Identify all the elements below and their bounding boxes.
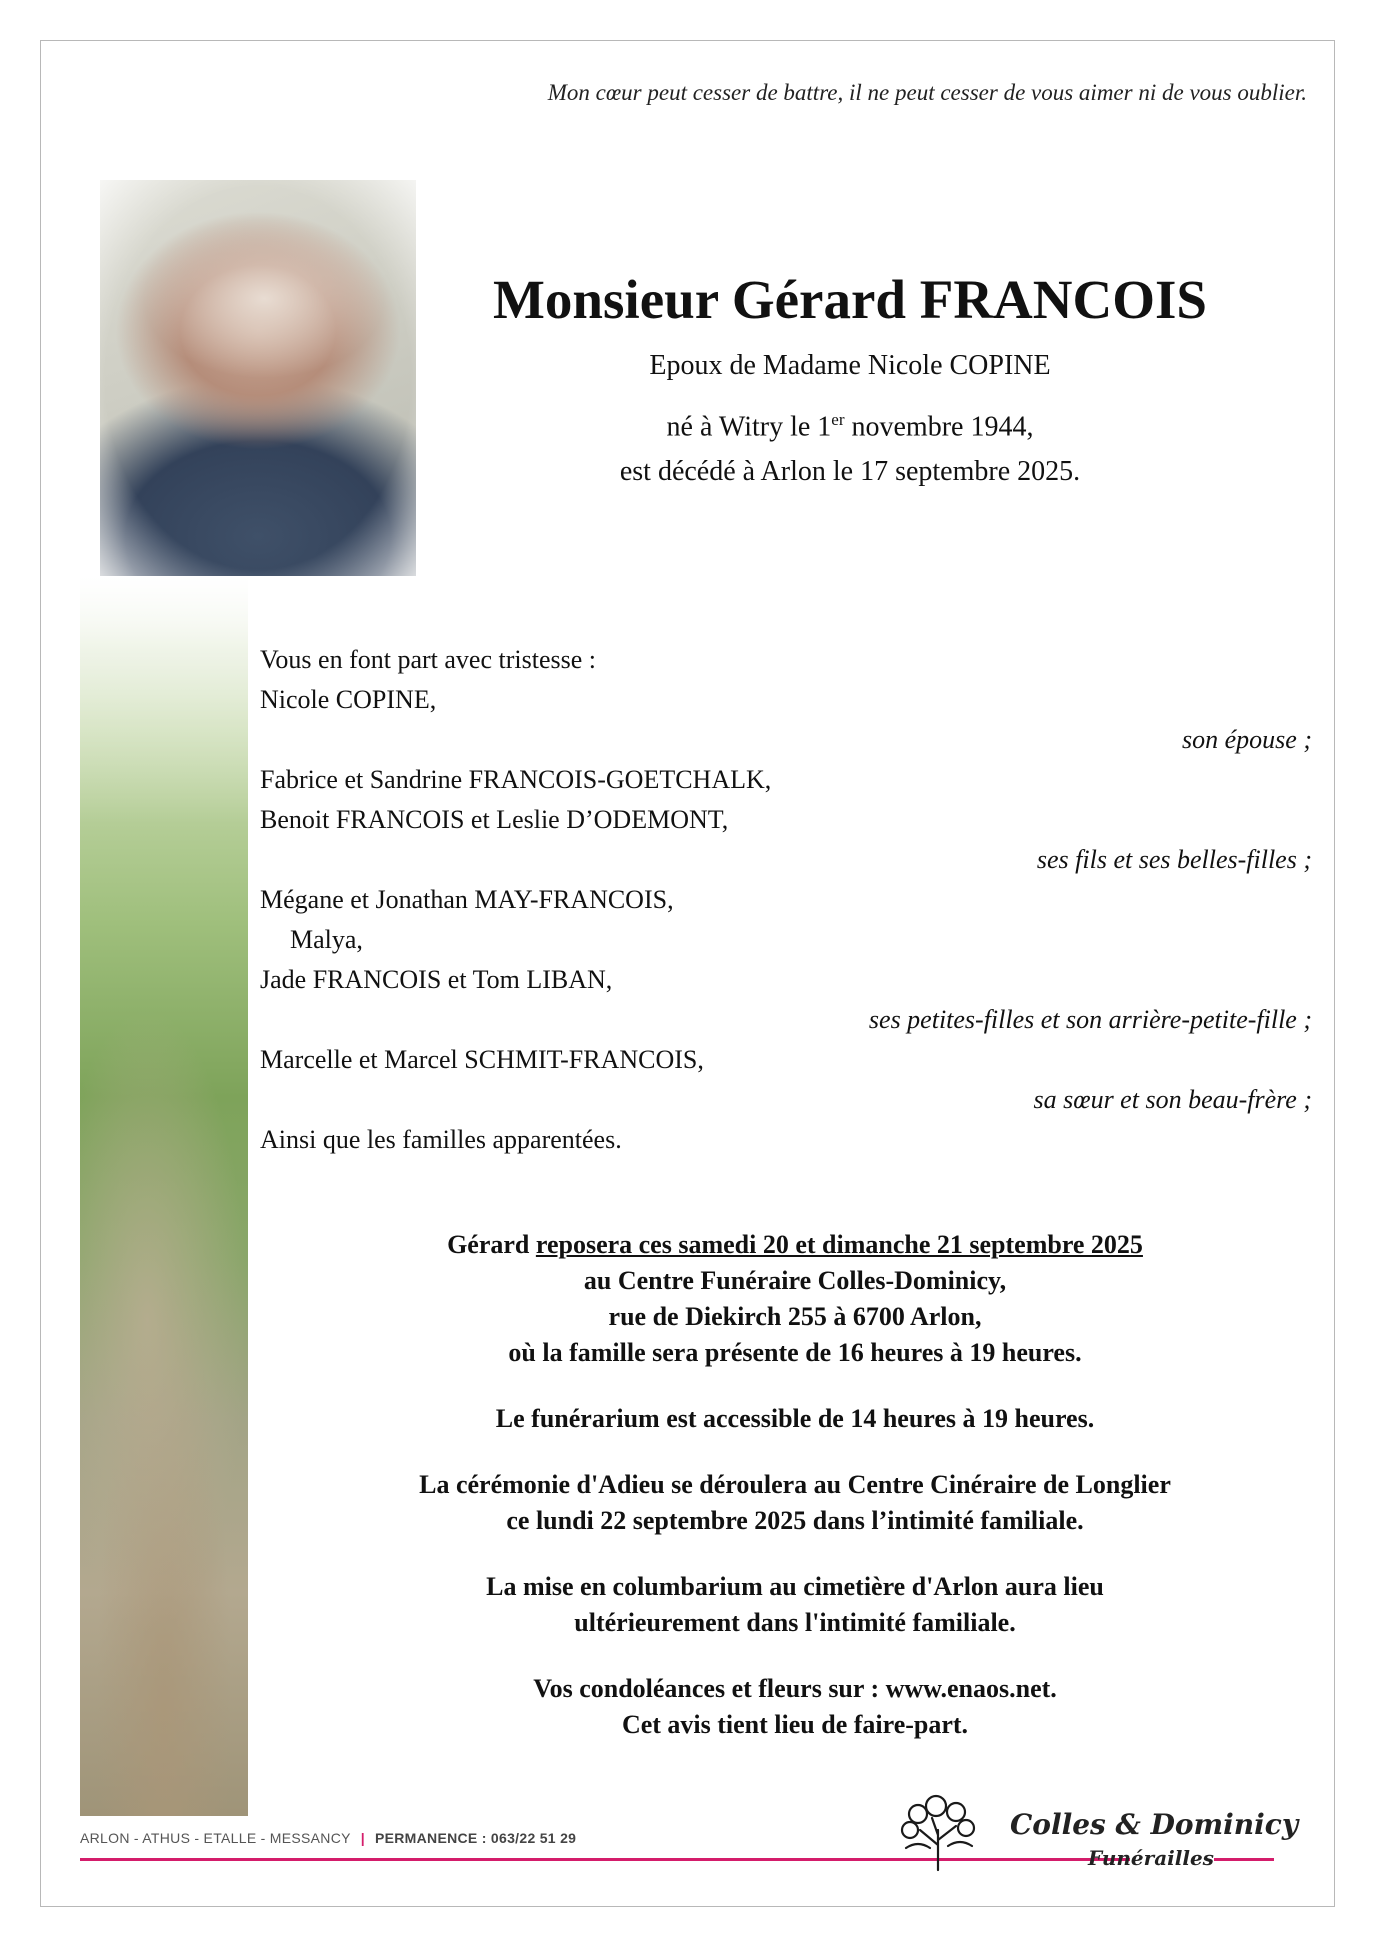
birth-ordinal: er bbox=[831, 410, 845, 429]
family-list bbox=[260, 640, 1312, 1160]
family-member: Fabrice et Sandrine FRANCOIS-GOETCHALK, bbox=[260, 765, 772, 794]
ceremony-line-2: ce lundi 22 septembre 2025 dans l’intimité familiale. bbox=[506, 1506, 1084, 1535]
condolences-line: Vos condoléances et fleurs sur : www.enaos.net. bbox=[533, 1674, 1057, 1703]
family-member: Benoit FRANCOIS et Leslie D’ODEMONT, bbox=[260, 805, 729, 834]
visitation-line-4: où la famille sera présente de 16 heures à 19 heures. bbox=[508, 1338, 1082, 1367]
funerarium-hours: Le funérarium est accessible de 14 heures à 19 heures. bbox=[495, 1404, 1095, 1433]
birth-line bbox=[410, 410, 1290, 443]
logo-subtitle: Funérailles bbox=[1088, 1846, 1214, 1870]
family-relation: son épouse ; bbox=[1182, 725, 1312, 754]
faire-part-line: Cet avis tient lieu de faire-part. bbox=[621, 1710, 969, 1739]
family-member: Marcelle et Marcel SCHMIT-FRANCOIS, bbox=[260, 1045, 704, 1074]
family-member: Nicole COPINE, bbox=[260, 685, 437, 714]
columbarium-line-2: ultérieurement dans l'intimité familiale. bbox=[574, 1608, 1016, 1637]
family-relation: sa sœur et son beau-frère ; bbox=[1033, 1085, 1312, 1114]
forest-path-image bbox=[80, 576, 248, 1816]
family-intro: Vous en font part avec tristesse : bbox=[260, 645, 596, 674]
footer-contact bbox=[80, 1830, 576, 1846]
tree-logo-icon bbox=[888, 1790, 988, 1872]
birth-suffix: novembre 1944, bbox=[844, 411, 1034, 443]
visitation-line-1 bbox=[260, 1227, 1330, 1263]
family-member: Jade FRANCOIS et Tom LIBAN, bbox=[260, 965, 613, 994]
visitation-name: Gérard bbox=[447, 1230, 536, 1259]
footer-locations: ARLON - ATHUS - ETALLE - MESSANCY bbox=[80, 1830, 351, 1846]
birth-prefix: né à Witry le 1 bbox=[666, 411, 832, 443]
family-closing: Ainsi que les familles apparentées. bbox=[260, 1125, 622, 1154]
columbarium-line-1: La mise en columbarium au cimetière d'Arlon aura lieu bbox=[486, 1572, 1104, 1601]
spouse-line: Epoux de Madame Nicole COPINE bbox=[649, 350, 1051, 381]
epigraph: Mon cœur peut cesser de battre, il ne peut cesser de vous aimer ni de vous oublier. bbox=[547, 80, 1307, 105]
visitation-dates: reposera ces samedi 20 et dimanche 21 septembre 2025 bbox=[535, 1230, 1143, 1259]
portrait-photo bbox=[100, 180, 416, 576]
footer-separator: | bbox=[360, 1830, 365, 1846]
funeral-info bbox=[260, 1227, 1330, 1743]
family-relation: ses fils et ses belles-filles ; bbox=[1036, 845, 1312, 874]
deceased-name: Monsieur Gérard FRANCOIS bbox=[493, 269, 1207, 330]
footer-rule bbox=[1214, 1858, 1274, 1861]
family-member: Malya, bbox=[290, 925, 363, 954]
family-relation: ses petites-filles et son arrière-petite-fille ; bbox=[868, 1005, 1312, 1034]
visitation-line-2: au Centre Funéraire Colles-Dominicy, bbox=[583, 1266, 1007, 1295]
logo-name: Colles & Dominicy bbox=[1010, 1808, 1299, 1841]
footer-permanence: PERMANENCE : 063/22 51 29 bbox=[375, 1830, 577, 1846]
family-member: Mégane et Jonathan MAY-FRANCOIS, bbox=[260, 885, 674, 914]
visitation-line-3: rue de Diekirch 255 à 6700 Arlon, bbox=[608, 1302, 982, 1331]
death-line: est décédé à Arlon le 17 septembre 2025. bbox=[619, 456, 1081, 487]
ceremony-line-1: La cérémonie d'Adieu se déroulera au Centre Cinéraire de Longlier bbox=[419, 1470, 1171, 1499]
